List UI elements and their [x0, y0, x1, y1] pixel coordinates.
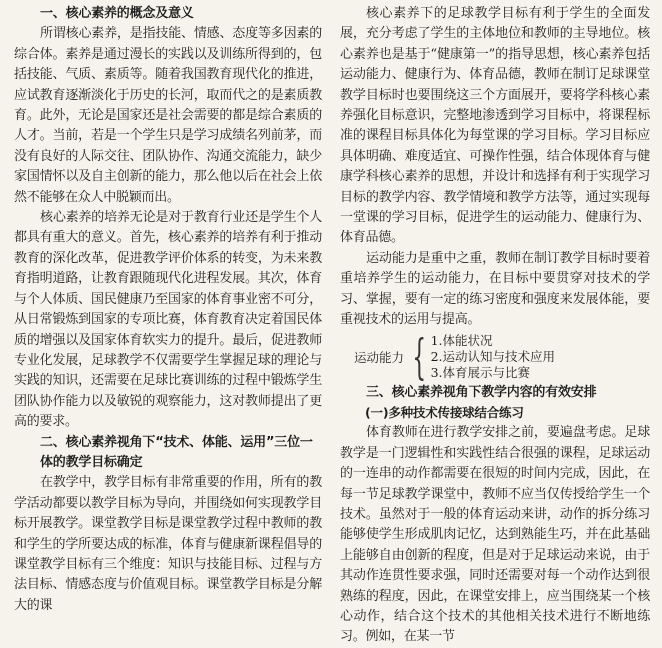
paragraph: 在教学中，教学目标有非常重要的作用，所有的教学活动都要以教学目标为导向，并围绕如何实现教学目标开展教学。课堂教学目标是课堂教学过程中教师的教和学生的学所要达成的标准，体育与健康新课程倡导的课堂教学目标有三个维度：知识与技能目标、过程与方法目标、情感态度与价值观目标。课堂教学目标是分解大的课: [14, 475, 322, 613]
brace-list-items: [431, 333, 555, 381]
section-heading-1: 一、核心素养的概念及意义: [40, 6, 194, 21]
paragraph: 所谓核心素养，是指技能、情感、态度等多因素的综合体。素养是通过漫长的实践以及训练所得到的，包括技能、气质、素质等。随着我国教育现代化的推进，应试教育逐渐淡化于历史的长河，取而代之的是素质教育。此外，无论是国家还是社会需要的都是综合素质的人才。当前，若是一个学生只是学习成绩名列前茅，而没有良好的人际交往、团队协作、沟通交流能力，缺少家国情怀以及自主创新的能力，那么他以后在社会上依然不能够在众人中脱颖而出。: [14, 26, 322, 205]
section-heading-2: 二、核心素养视角下“技术、体能、运用”三位一体的教学目标确定: [40, 434, 313, 470]
left-brace-icon: {: [412, 328, 427, 385]
list-item: 1.体能状况: [430, 332, 493, 348]
paragraph: 核心素养的培养无论是对于教育行业还是学生个人都具有重大的意义。首先，核心素养的培养有利于推动教育的深化改革，促进教学评价体系的转变，为未来教育指明道路，让教育跟随现代化进程发展。其次，体育与个人体质、国民健康乃至国家的体育事业密不可分，从日常锻炼到国家的专项比赛，体育教育决定着国民体质的增强以及国家体育软实力的提升。最后，促进教师专业化发展，足球教学不仅需要学生掌握足球的理论与实践的知识，还需要在足球比赛训练的过程中锻炼学生团队协作能力以及敏锐的观察能力，这对教师提出了更高的要求。: [14, 210, 322, 430]
section-heading-3: 三、核心素养视角下教学内容的有效安排: [366, 384, 597, 400]
subsection-heading-1: (一)多种技术传接球结合练习: [365, 404, 524, 420]
motor-ability-brace-list: [354, 328, 650, 385]
brace-list-label: 运动能力: [354, 349, 405, 365]
left-column: [14, 4, 322, 616]
paragraph: 体育教师在进行教学安排之前，要遍盘考虑。足球教学是一门逻辑性和实践性结合很强的课程，足球运动的一连串的动作都需要在很短的时间内完成，因此，在每一节足球教学课堂中，教师不应当仅传授给学生一个技术。虽然对于一般的体育运动来讲，动作的拆分练习能够使学生形成肌肉记忆，达到熟能生巧，并在此基础上能够自由创新的程度，但是对于足球运动来说，由于其动作连贯性要求强，同时还需要对每一个动作达到很熟练的程度，因此，在课堂安排上，应当围绕某一个核心动作，结合这个技术的其他相关技术进行不断地练习。例如，在某一节: [340, 425, 650, 645]
paragraph: 运动能力是重中之重，教师在制订教学目标时要着重培养学生的运动能力，在目标中要贯穿对技术的学习、掌握，要有一定的练习密度和强度来发展体能，要重视技术的运用与提高。: [340, 250, 650, 328]
list-item: 2.运动认知与技术应用: [430, 348, 555, 364]
list-item: 3.体育展示与比赛: [430, 364, 530, 380]
paragraph: 核心素养下的足球教学目标有利于学生的全面发展，充分考虑了学生的主体地位和教师的主导地位。核心素养也是基于“健康第一”的指导思想，核心素养包括运动能力、健康行为、体育品德，教师在制订足球课堂教学目标时也要围绕这三个方面展开，要将学科核心素养强化目标意识，完整地渗透到学习目标中，将课程标准的课程目标具体化为每堂课的学习目标。学习目标应具体明确、难度适宜、可操作性强，结合体现体育与健康学科核心素养的思想，并设计和选择有利于实现学习目标的教学内容、教学情境和教学方法等，通过实现每一堂课的学习目标，促进学生的运动能力、健康行为、体育品德。: [340, 6, 650, 246]
right-column: [340, 4, 650, 648]
